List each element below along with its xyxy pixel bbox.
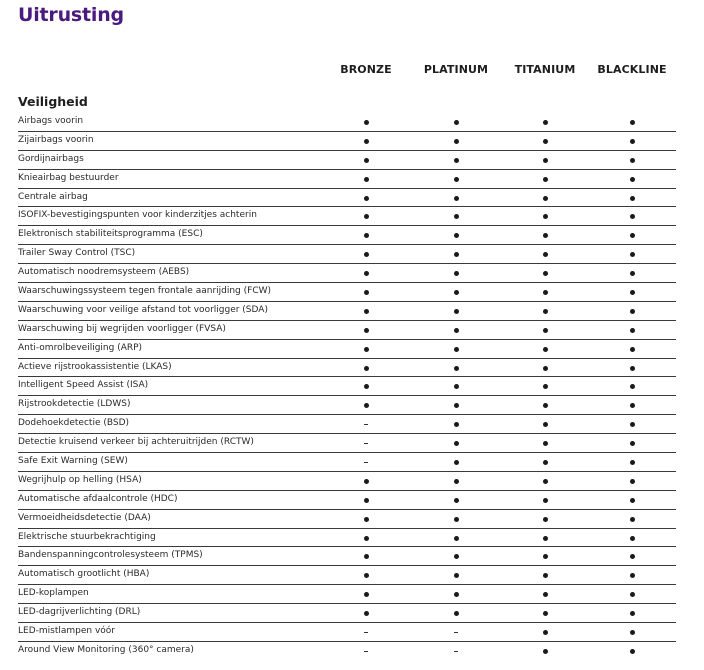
availability-bronze [356, 415, 376, 433]
included-dot-icon [364, 517, 369, 522]
availability-blackline [622, 434, 642, 452]
included-dot-icon [454, 384, 459, 389]
feature-label: Wegrijhulp op helling (HSA) [18, 474, 142, 485]
feature-label: Vermoeidheidsdetectie (DAA) [18, 512, 151, 523]
availability-platinum [446, 283, 466, 301]
availability-titanium [535, 359, 555, 377]
feature-label: Elektronisch stabiliteitsprogramma (ESC) [18, 229, 203, 240]
included-dot-icon [543, 479, 548, 484]
included-dot-icon [543, 271, 548, 276]
not-available-dash-icon [454, 632, 458, 633]
availability-titanium [535, 585, 555, 603]
feature-label: Airbags voorin [18, 116, 84, 126]
availability-platinum [446, 585, 466, 603]
included-dot-icon [543, 120, 548, 125]
included-dot-icon [543, 384, 548, 389]
included-dot-icon [543, 498, 548, 503]
table-row [18, 132, 676, 151]
availability-titanium [535, 302, 555, 320]
availability-blackline [622, 604, 642, 622]
included-dot-icon [630, 630, 635, 635]
feature-label: Intelligent Speed Assist (ISA) [18, 380, 149, 391]
availability-bronze [356, 510, 376, 528]
availability-titanium [535, 189, 555, 207]
included-dot-icon [543, 309, 548, 314]
feature-label: Detectie kruisend verkeer bij achteruitrijden (RCTW) [18, 437, 254, 448]
feature-label: Waarschuwing bij wegrijden voorligger (FVSA) [18, 323, 226, 334]
availability-bronze [356, 264, 376, 282]
availability-titanium [535, 604, 555, 622]
table-row [18, 434, 676, 453]
availability-blackline [622, 623, 642, 641]
availability-blackline [622, 396, 642, 414]
included-dot-icon [364, 366, 369, 371]
included-dot-icon [630, 441, 635, 446]
not-available-dash-icon [364, 632, 368, 633]
included-dot-icon [364, 592, 369, 597]
availability-platinum [446, 321, 466, 339]
availability-blackline [622, 151, 642, 169]
availability-platinum [446, 226, 466, 244]
availability-blackline [622, 566, 642, 584]
table-row [18, 510, 676, 529]
included-dot-icon [364, 498, 369, 503]
availability-titanium [535, 566, 555, 584]
included-dot-icon [364, 328, 369, 333]
included-dot-icon [630, 384, 635, 389]
column-header-bronze: BRONZE [340, 63, 392, 76]
table-row [18, 321, 676, 340]
included-dot-icon [454, 252, 459, 257]
included-dot-icon [454, 366, 459, 371]
included-dot-icon [630, 649, 635, 654]
availability-titanium [535, 207, 555, 225]
included-dot-icon [630, 460, 635, 465]
feature-label: ISOFIX-bevestigingspunten voor kinderzitjes achterin [18, 210, 257, 221]
included-dot-icon [630, 498, 635, 503]
availability-platinum [446, 170, 466, 188]
included-dot-icon [630, 139, 635, 144]
included-dot-icon [630, 573, 635, 578]
included-dot-icon [543, 252, 548, 257]
availability-blackline [622, 189, 642, 207]
availability-bronze [356, 359, 376, 377]
feature-label: Anti-omrolbeveiliging (ARP) [18, 342, 143, 353]
availability-bronze [356, 529, 376, 547]
included-dot-icon [454, 214, 459, 219]
feature-label: Trailer Sway Control (TSC) [18, 248, 136, 259]
included-dot-icon [543, 233, 548, 238]
availability-titanium [535, 472, 555, 490]
table-row [18, 245, 676, 264]
included-dot-icon [454, 233, 459, 238]
included-dot-icon [543, 517, 548, 522]
included-dot-icon [364, 120, 369, 125]
included-dot-icon [454, 139, 459, 144]
included-dot-icon [454, 271, 459, 276]
table-row [18, 585, 676, 604]
included-dot-icon [454, 403, 459, 408]
availability-titanium [535, 321, 555, 339]
included-dot-icon [630, 536, 635, 541]
feature-label: Elektrische stuurbekrachtiging [18, 531, 156, 542]
availability-bronze [356, 113, 376, 131]
table-row [18, 623, 676, 642]
availability-titanium [535, 434, 555, 452]
feature-label: Dodehoekdetectie (BSD) [18, 418, 130, 429]
included-dot-icon [454, 309, 459, 314]
availability-blackline [622, 415, 642, 433]
included-dot-icon [454, 460, 459, 465]
feature-label: Zijairbags voorin [18, 134, 94, 145]
included-dot-icon [454, 290, 459, 295]
included-dot-icon [454, 120, 459, 125]
availability-platinum [446, 510, 466, 528]
availability-bronze [356, 547, 376, 565]
included-dot-icon [543, 139, 548, 144]
included-dot-icon [630, 214, 635, 219]
included-dot-icon [454, 422, 459, 427]
included-dot-icon [543, 196, 548, 201]
table-row [18, 264, 676, 283]
feature-label: Safe Exit Warning (SEW) [18, 456, 128, 467]
availability-platinum [446, 377, 466, 395]
availability-titanium [535, 113, 555, 131]
availability-blackline [622, 491, 642, 509]
included-dot-icon [630, 120, 635, 125]
table-row [18, 170, 676, 189]
included-dot-icon [630, 517, 635, 522]
table-row [18, 113, 676, 132]
availability-bronze [356, 321, 376, 339]
included-dot-icon [454, 611, 459, 616]
included-dot-icon [454, 517, 459, 522]
table-row [18, 189, 676, 208]
table-row [18, 226, 676, 245]
included-dot-icon [454, 554, 459, 559]
included-dot-icon [630, 233, 635, 238]
availability-platinum [446, 453, 466, 471]
page-title: Uitrusting [18, 4, 124, 26]
table-row [18, 604, 676, 623]
availability-blackline [622, 377, 642, 395]
table-row [18, 207, 676, 226]
availability-titanium [535, 491, 555, 509]
availability-blackline [622, 547, 642, 565]
availability-titanium [535, 245, 555, 263]
availability-titanium [535, 547, 555, 565]
availability-blackline [622, 170, 642, 188]
included-dot-icon [543, 460, 548, 465]
availability-bronze [356, 283, 376, 301]
availability-titanium [535, 510, 555, 528]
availability-platinum [446, 264, 466, 282]
availability-titanium [535, 151, 555, 169]
included-dot-icon [543, 366, 548, 371]
included-dot-icon [543, 536, 548, 541]
included-dot-icon [630, 177, 635, 182]
availability-titanium [535, 529, 555, 547]
feature-label: Waarschuwingssysteem tegen frontale aanrijding (FCW) [18, 286, 272, 297]
availability-bronze [356, 453, 376, 471]
included-dot-icon [543, 441, 548, 446]
feature-label: Waarschuwing voor veilige afstand tot voorligger (SDA) [18, 304, 268, 315]
feature-label: Bandenspanningcontrolesysteem (TPMS) [18, 550, 203, 561]
availability-bronze [356, 434, 376, 452]
table-row [18, 340, 676, 359]
included-dot-icon [630, 554, 635, 559]
availability-titanium [535, 132, 555, 150]
availability-platinum [446, 151, 466, 169]
feature-label: Knieairbag bestuurder [18, 172, 119, 183]
availability-titanium [535, 340, 555, 358]
included-dot-icon [454, 573, 459, 578]
availability-platinum [446, 491, 466, 509]
availability-platinum [446, 547, 466, 565]
availability-platinum [446, 529, 466, 547]
included-dot-icon [454, 347, 459, 352]
availability-bronze [356, 170, 376, 188]
table-row [18, 302, 676, 321]
availability-bronze [356, 491, 376, 509]
included-dot-icon [454, 158, 459, 163]
feature-label: Rijstrookdetectie (LDWS) [18, 399, 131, 410]
included-dot-icon [364, 214, 369, 219]
table-row [18, 415, 676, 434]
availability-bronze [356, 151, 376, 169]
feature-label: Centrale airbag [18, 191, 88, 202]
availability-platinum [446, 132, 466, 150]
included-dot-icon [543, 347, 548, 352]
table-row [18, 472, 676, 491]
availability-titanium [535, 396, 555, 414]
included-dot-icon [543, 290, 548, 295]
included-dot-icon [543, 611, 548, 616]
availability-blackline [622, 529, 642, 547]
table-row [18, 566, 676, 585]
availability-bronze [356, 396, 376, 414]
availability-platinum [446, 189, 466, 207]
availability-bronze [356, 642, 376, 660]
feature-label: LED-koplampen [18, 588, 89, 599]
table-row [18, 547, 676, 566]
included-dot-icon [454, 498, 459, 503]
availability-titanium [535, 170, 555, 188]
availability-platinum [446, 302, 466, 320]
included-dot-icon [364, 233, 369, 238]
included-dot-icon [454, 592, 459, 597]
included-dot-icon [364, 158, 369, 163]
availability-bronze [356, 302, 376, 320]
included-dot-icon [543, 403, 548, 408]
availability-titanium [535, 415, 555, 433]
included-dot-icon [630, 252, 635, 257]
included-dot-icon [364, 384, 369, 389]
availability-platinum [446, 340, 466, 358]
availability-blackline [622, 642, 642, 660]
availability-bronze [356, 566, 376, 584]
availability-titanium [535, 453, 555, 471]
included-dot-icon [364, 479, 369, 484]
included-dot-icon [364, 271, 369, 276]
column-header-platinum: PLATINUM [423, 63, 489, 76]
included-dot-icon [454, 177, 459, 182]
feature-label: Around View Monitoring (360° camera) [18, 644, 194, 655]
feature-label: Automatisch grootlicht (HBA) [18, 569, 150, 580]
feature-label: LED-dagrijverlichting (DRL) [18, 607, 141, 618]
included-dot-icon [454, 479, 459, 484]
included-dot-icon [364, 611, 369, 616]
availability-bronze [356, 245, 376, 263]
included-dot-icon [543, 177, 548, 182]
availability-blackline [622, 321, 642, 339]
included-dot-icon [364, 139, 369, 144]
included-dot-icon [454, 196, 459, 201]
availability-bronze [356, 585, 376, 603]
included-dot-icon [364, 196, 369, 201]
included-dot-icon [364, 252, 369, 257]
availability-bronze [356, 207, 376, 225]
included-dot-icon [364, 177, 369, 182]
availability-platinum [446, 642, 466, 660]
included-dot-icon [630, 290, 635, 295]
included-dot-icon [454, 441, 459, 446]
availability-platinum [446, 415, 466, 433]
availability-blackline [622, 340, 642, 358]
included-dot-icon [630, 611, 635, 616]
feature-label: Automatische afdaalcontrole (HDC) [18, 493, 178, 504]
availability-blackline [622, 132, 642, 150]
availability-platinum [446, 245, 466, 263]
availability-bronze [356, 132, 376, 150]
availability-blackline [622, 264, 642, 282]
table-row [18, 396, 676, 415]
included-dot-icon [630, 422, 635, 427]
included-dot-icon [364, 536, 369, 541]
availability-platinum [446, 472, 466, 490]
included-dot-icon [543, 328, 548, 333]
included-dot-icon [630, 403, 635, 408]
availability-titanium [535, 623, 555, 641]
availability-bronze [356, 377, 376, 395]
availability-platinum [446, 207, 466, 225]
availability-titanium [535, 226, 555, 244]
included-dot-icon [543, 592, 548, 597]
included-dot-icon [454, 328, 459, 333]
equipment-table [18, 113, 676, 660]
availability-blackline [622, 207, 642, 225]
availability-blackline [622, 302, 642, 320]
table-row [18, 359, 676, 378]
not-available-dash-icon [454, 651, 458, 652]
availability-blackline [622, 245, 642, 263]
availability-blackline [622, 113, 642, 131]
included-dot-icon [630, 479, 635, 484]
included-dot-icon [364, 347, 369, 352]
included-dot-icon [543, 649, 548, 654]
table-row [18, 151, 676, 170]
availability-bronze [356, 623, 376, 641]
not-available-dash-icon [364, 443, 368, 444]
feature-label: Automatisch noodremsysteem (AEBS) [18, 267, 190, 278]
not-available-dash-icon [364, 462, 368, 463]
availability-platinum [446, 604, 466, 622]
availability-platinum [446, 623, 466, 641]
availability-blackline [622, 472, 642, 490]
availability-bronze [356, 340, 376, 358]
included-dot-icon [543, 573, 548, 578]
included-dot-icon [364, 309, 369, 314]
availability-blackline [622, 453, 642, 471]
availability-platinum [446, 566, 466, 584]
included-dot-icon [630, 309, 635, 314]
availability-bronze [356, 189, 376, 207]
included-dot-icon [364, 290, 369, 295]
table-row [18, 529, 676, 548]
included-dot-icon [454, 536, 459, 541]
availability-bronze [356, 604, 376, 622]
included-dot-icon [630, 158, 635, 163]
availability-blackline [622, 359, 642, 377]
availability-titanium [535, 283, 555, 301]
availability-blackline [622, 510, 642, 528]
availability-platinum [446, 434, 466, 452]
availability-titanium [535, 264, 555, 282]
included-dot-icon [543, 422, 548, 427]
section-title-veiligheid: Veiligheid [18, 94, 88, 109]
included-dot-icon [630, 366, 635, 371]
included-dot-icon [364, 403, 369, 408]
availability-blackline [622, 283, 642, 301]
included-dot-icon [543, 158, 548, 163]
feature-label: Actieve rijstrookassistentie (LKAS) [18, 361, 172, 372]
table-row [18, 377, 676, 396]
included-dot-icon [543, 554, 548, 559]
column-header-titanium: TITANIUM [514, 63, 576, 76]
availability-titanium [535, 377, 555, 395]
table-row [18, 491, 676, 510]
included-dot-icon [543, 630, 548, 635]
availability-blackline [622, 226, 642, 244]
column-header-blackline: BLACKLINE [597, 63, 667, 76]
not-available-dash-icon [364, 424, 368, 425]
table-row [18, 642, 676, 660]
availability-titanium [535, 642, 555, 660]
included-dot-icon [630, 347, 635, 352]
availability-bronze [356, 226, 376, 244]
availability-platinum [446, 359, 466, 377]
table-row [18, 453, 676, 472]
table-row [18, 283, 676, 302]
feature-label: Gordijnairbags [18, 153, 84, 164]
availability-platinum [446, 396, 466, 414]
availability-bronze [356, 472, 376, 490]
feature-label: LED-mistlampen vóór [18, 626, 116, 637]
included-dot-icon [543, 214, 548, 219]
included-dot-icon [364, 554, 369, 559]
included-dot-icon [630, 196, 635, 201]
availability-platinum [446, 113, 466, 131]
included-dot-icon [364, 573, 369, 578]
included-dot-icon [630, 271, 635, 276]
availability-blackline [622, 585, 642, 603]
included-dot-icon [630, 328, 635, 333]
not-available-dash-icon [364, 651, 368, 652]
included-dot-icon [630, 592, 635, 597]
